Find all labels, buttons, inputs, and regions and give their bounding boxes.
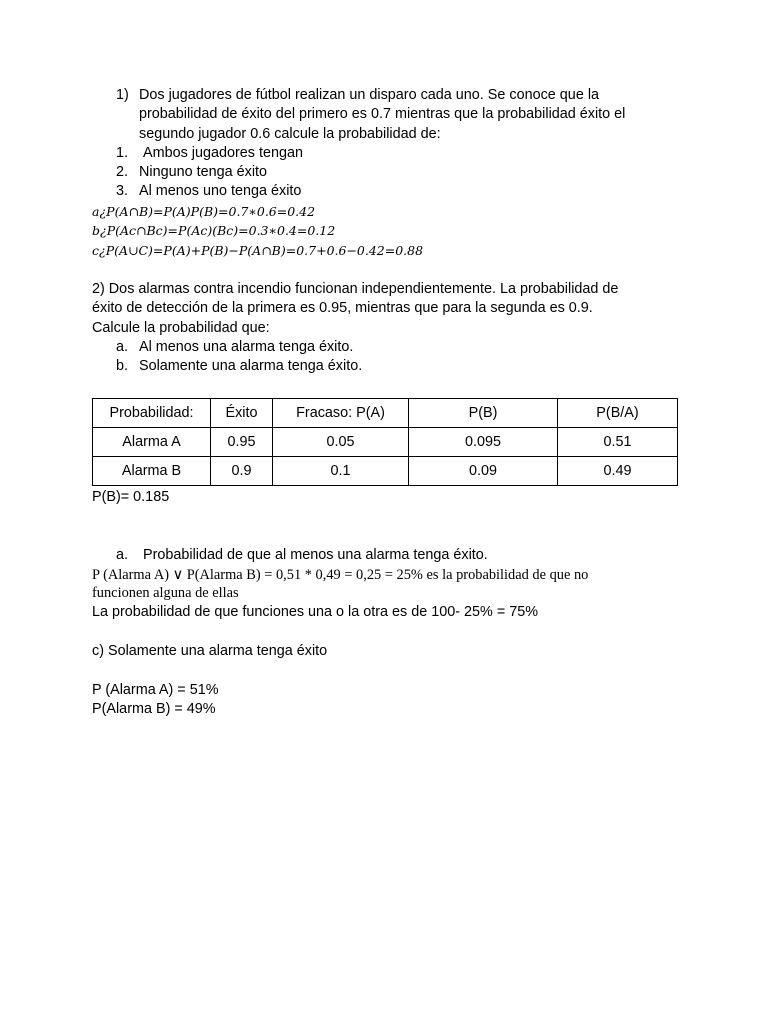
q1-line-3: segundo jugador 0.6 calcule la probabilidad de: — [139, 126, 441, 142]
q1-formula-b: b¿P(Ac∩Bc)=P(Ac)(Bc)=0.3∗0.4=0.12 — [92, 223, 336, 238]
pb-total: P(B)= 0.185 — [92, 489, 170, 505]
table-header-cell: Probabilidad: — [93, 399, 211, 428]
q2-item-a-text: Al menos una alarma tenga éxito. — [139, 339, 354, 355]
table-row — [93, 457, 678, 486]
q1-line-2: probabilidad de éxito del primero es 0.7 mientras que la probabilidad éxito el — [139, 106, 626, 122]
q1-item-2-text: Ninguno tenga éxito — [139, 164, 268, 180]
q2-item-a-num: a. — [116, 339, 129, 355]
table-cell: 0.51 — [558, 428, 678, 457]
q1-item-1-text: Ambos jugadores tengan — [143, 145, 304, 161]
q1-number: 1) — [116, 87, 129, 103]
q2-item-b-num: b. — [116, 358, 129, 374]
table-cell: 0.09 — [409, 457, 558, 486]
alarm-probability-table — [92, 398, 678, 486]
table-header-cell: Fracaso: P(A) — [273, 399, 409, 428]
q1-line-1: Dos jugadores de fútbol realizan un disparo cada uno. Se conoce que la — [139, 87, 600, 103]
q1-formula-c: c¿P(A∪C)=P(A)+P(B)−P(A∩B)=0.7+0.6−0.42=0.88 — [92, 243, 424, 258]
answer-c-line-2: P(Alarma B) = 49% — [92, 701, 216, 717]
table-cell: 0.9 — [211, 457, 273, 486]
answer-c-line-1: P (Alarma A) = 51% — [92, 682, 219, 698]
answer-a-num: a. — [116, 547, 129, 563]
table-cell: 0.1 — [273, 457, 409, 486]
q2-line-2: éxito de detección de la primera es 0.95, mientras que para la segunda es 0.9. — [92, 300, 593, 316]
answer-a-heading: Probabilidad de que al menos una alarma tenga éxito. — [143, 547, 488, 563]
table-cell: 0.49 — [558, 457, 678, 486]
answer-a-formula-1: P (Alarma A) ∨ P(Alarma B) = 0,51 * 0,49 = 0,25 = 25% es la probabilidad de que no — [92, 567, 589, 583]
q1-item-3-text: Al menos uno tenga éxito — [139, 183, 302, 199]
answer-a-conclusion: La probabilidad de que funciones una o la otra es de 100- 25% = 75% — [92, 604, 539, 620]
table-cell: Alarma B — [93, 457, 211, 486]
q1-item-3-num: 3. — [116, 183, 129, 199]
table-cell: 0.05 — [273, 428, 409, 457]
table-header-cell: P(B) — [409, 399, 558, 428]
table-row — [93, 428, 678, 457]
table-cell: 0.95 — [211, 428, 273, 457]
answer-c-heading: c) Solamente una alarma tenga éxito — [92, 643, 328, 659]
table-cell: 0.095 — [409, 428, 558, 457]
q2-item-b-text: Solamente una alarma tenga éxito. — [139, 358, 363, 374]
q1-formula-a: a¿P(A∩B)=P(A)P(B)=0.7∗0.6=0.42 — [92, 204, 316, 219]
table-header-row — [93, 399, 678, 428]
table-header-cell: P(B/A) — [558, 399, 678, 428]
q2-line-1: 2) Dos alarmas contra incendio funcionan independientemente. La probabilidad de — [92, 281, 619, 297]
q2-line-3: Calcule la probabilidad que: — [92, 320, 270, 336]
table-cell: Alarma A — [93, 428, 211, 457]
table-header-cell: Éxito — [211, 399, 273, 428]
answer-a-formula-2: funcionen alguna de ellas — [92, 585, 239, 601]
q1-item-1-num: 1. — [116, 145, 129, 161]
q1-item-2-num: 2. — [116, 164, 129, 180]
